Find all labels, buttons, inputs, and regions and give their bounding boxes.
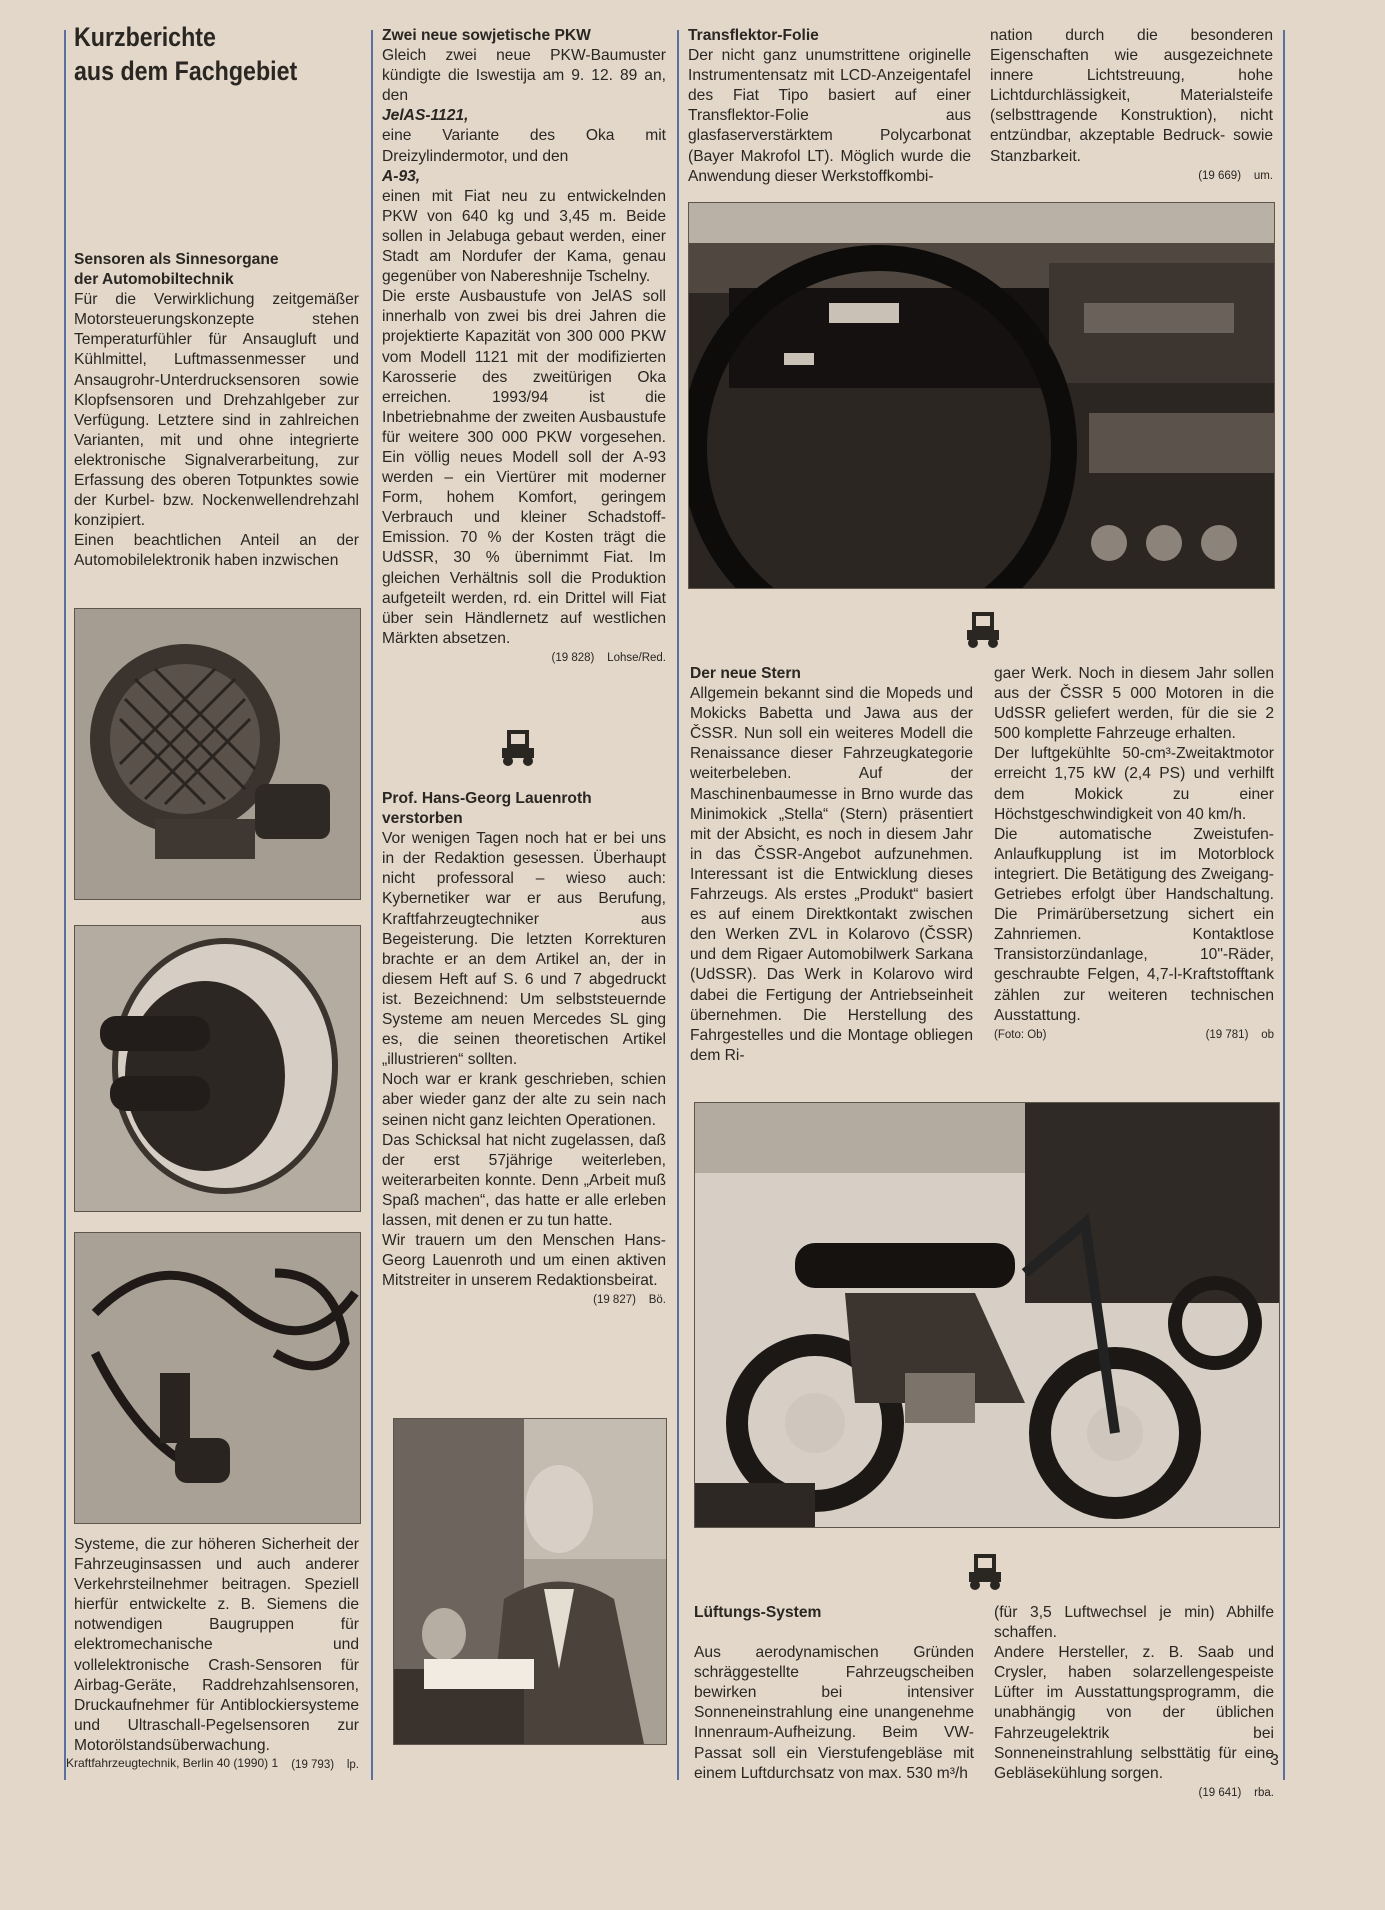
article-text: Der luftgekühlte 50-cm³-Zweitaktmotor erreicht 1,75 kW (2,4 PS) und verhilft dem Mokick zu einer Höchstgeschwindigkeit von 40 km/h. xyxy=(994,745,1274,823)
article-stern xyxy=(690,664,973,1066)
article-text: Einen beachtlichen Anteil an der Automobilelektronik haben inzwischen xyxy=(74,532,359,570)
article-pkw xyxy=(382,26,666,666)
article-text: nation durch die besonderen Eigenschaften wie ausgezeichnete innere Lichtstreuung, hohe Lichtdurchlässigkeit, Materialsteife (selbsttragende Konstruktion), nicht entzündbar, akzeptable Bedruck- sowie Stanzbarkeit. xyxy=(990,27,1273,165)
article-text: Für die Verwirklichung zeitgemäßer Motorsteuerungskonzepte stehen Temperaturfühler für Ansaugluft und Kühlmittel, Luftmassenmesser und Ansaugrohr-Unterdrucksensoren sowie Klopfsensoren und Drehzahlgeber zur Verfügung. Letztere sind in zahlreichen Varianten, mit und ohne integrierte elektronische Signalverarbeitung, zur Erfassung des oberen Totpunktes sowie der Kurbel- bzw. Nockenwellendrehzahl konzipiert. xyxy=(74,291,359,530)
dashboard-illustration xyxy=(689,203,1274,588)
article-text: Das Schicksal hat nicht zugelassen, daß der erst 57jährige weiterleben, weiterarbeiten konnte. Denn „Arbeit muß Spaß machen“, das hatte er alle erleben lassen, mit denen er zu tun hatte. xyxy=(382,1131,666,1229)
article-text: Andere Hersteller, z. B. Saab und Crysler, haben solarzellengespeiste Lüfter im Ausstattungsprogramm, die unabhängig von der üblichen Fahrzeugelektrik bei Sonneneinstrahlung selbsttätig für eine Gebläsekühlung sorgen. xyxy=(994,1644,1274,1782)
article-text: (für 3,5 Luftwechsel je min) Abhilfe schaffen. xyxy=(994,1604,1274,1642)
article-lueftung xyxy=(694,1603,974,1784)
article-stern-continued xyxy=(994,664,1274,1043)
moped-illustration xyxy=(695,1103,1279,1527)
column-rule xyxy=(677,30,679,1780)
wheel-sensor-illustration xyxy=(75,1233,360,1523)
article-text: einen mit Fiat neu zu entwickelnden PKW von 640 kg und 3,45 m. Beide sollen in Jelabuga gebaut werden, einer Stadt am Nordufer der Kama, genau gegenüber von Nabereshnije Tschelny. xyxy=(382,187,666,286)
crash-sensor-illustration xyxy=(75,926,360,1211)
article-reference: (19 828) Lohse/Red. xyxy=(551,651,666,664)
photo-lauenroth xyxy=(393,1418,667,1745)
article-sensoren-continued xyxy=(74,1535,359,1773)
article-reference: (19 793) lp. xyxy=(291,1759,359,1772)
article-text: eine Variante des Oka mit Dreizylindermotor, und den xyxy=(382,127,666,165)
article-text: Noch war er krank geschrieben, schien aber wieder ganz der alte zu sein nach seinen nicht ganz leichten Operationen. xyxy=(382,1071,666,1129)
car-logo-icon xyxy=(497,724,539,770)
photo-dashboard xyxy=(688,202,1275,589)
journal-footer: Kraftfahrzeugtechnik, Berlin 40 (1990) 1 xyxy=(66,1756,279,1770)
model-name: JelAS-1121, xyxy=(382,107,469,125)
article-reference: (19 641) rba. xyxy=(1198,1786,1274,1799)
sensor-illustration xyxy=(75,609,360,899)
article-text: Aus aerodynamischen Gründen schräggestellte Fahrzeugscheiben bewirken bei intensiver Sonneneinstrahlung eine unangenehme Innenraum-Aufheizung. Beim VW-Passat soll ein Vierstufengebläse mit einem Luftdurchsatz von max. 530 m³/h xyxy=(694,1644,974,1782)
article-reference: (Foto: Ob) (19 781) ob xyxy=(994,1028,1274,1041)
article-text: Vor wenigen Tagen noch hat er bei uns in der Redaktion gesessen. Überhaupt nicht professoral – wieso auch: Kybernetiker war er aus Berufung, Kraftfahrzeugtechniker aus Begeisterung. Die letzten Korrekturen brachte er an dem Artikel an, der in diesem Heft auf S. 6 und 7 abgedruckt ist. Bezeichnend: Um selbststeuernde Systeme am neuen Mercedes SL ging es, die seinen theoretischen Artikel „illustrieren“ sollten. xyxy=(382,830,666,1069)
article-text: gaer Werk. Noch in diesem Jahr sollen aus der ČSSR 5 000 Motoren in die UdSSR geliefert werden, für die sie 2 500 komplette Fahrzeuge erhalten. xyxy=(994,665,1274,743)
article-sensoren xyxy=(74,250,359,572)
article-text: Die erste Ausbaustufe von JelAS soll innerhalb von zwei bis drei Jahren die projektierte Kapazität von 300 000 PKW vom Modell 1121 mit der modifizierten Karosserie des zweitürigen Oka erreichen. 1993/94 ist die Inbetriebnahme der zweiten Ausbaustufe für weitere 300 000 PKW vorgesehen. Ein völlig neues Modell soll der A-93 werden – ein Viertürer mit moderner Form, hohem Komfort, geringem Verbrauch und kleiner Schadstoff-Emission. 70 % der Kosten trägt die UdSSR, 30 % übernimmt Fiat. Im gleichen Verhältnis soll die Produktion aufgeteilt werden, rd. ein Drittel will Fiat über sein Händlernetz auf westlichen Märkten absetzen. xyxy=(382,288,666,647)
photo-wheel-speed-sensor xyxy=(74,1232,361,1524)
column-rule xyxy=(64,30,66,1780)
article-text: Die automatische Zweistufen-Anlaufkupplung ist im Motorblock integriert. Die Betätigung des Zweigang-Getriebes erfolgt über Handschaltung. Die Primärübersetzung sichert ein Zahnriemen. Kontaktlose Transistorzündanlage, 10"-Räder, geschraubte Felgen, 4,7-l-Kraftstofftank zählen zur weiteren technischen Ausstattung. xyxy=(994,825,1274,1024)
model-name: A-93, xyxy=(382,167,421,185)
photo-moped-stella xyxy=(694,1102,1280,1528)
article-heading: Lüftungs-System xyxy=(694,1604,822,1621)
page-title: Kurzberichte aus dem Fachgebiet xyxy=(74,22,298,86)
article-folie xyxy=(688,26,971,187)
article-text: Wir trauern um den Menschen Hans-Georg Lauenroth und um einen aktiven Mitstreiter in unserem Redaktionsbeirat. xyxy=(382,1232,666,1290)
photo-air-mass-sensor xyxy=(74,608,361,900)
column-rule xyxy=(371,30,373,1780)
portrait-illustration xyxy=(394,1419,666,1744)
page-number: 3 xyxy=(1270,1752,1279,1769)
article-folie-continued xyxy=(990,26,1273,184)
photo-crash-sensor xyxy=(74,925,361,1212)
article-heading: Prof. Hans-Georg Lauenroth verstorben xyxy=(382,790,592,828)
article-heading: Zwei neue sowjetische PKW xyxy=(382,27,591,44)
car-logo-icon xyxy=(962,606,1004,652)
article-lauenroth xyxy=(382,789,666,1308)
article-text: Der nicht ganz unumstrittene originelle Instrumentensatz mit LCD-Anzeigentafel des Fiat Tipo basiert auf einer Transflektor-Folie aus glasfaserverstärktem Polycarbonat (Bayer Makrofol LT). Möglich wurde die Anwendung dieser Werkstoffkombi- xyxy=(688,47,971,185)
article-text: Allgemein bekannt sind die Mopeds und Mokicks Babetta und Jawa aus der ČSSR. Nun soll ein weiteres Modell die Renaissance dieser Fahrzeugkategorie weiterbeleben. Auf der Maschinenbaumesse in Brno wurde das Minimokick „Stella“ (Stern) präsentiert mit der Absicht, es noch in diesem Jahr in das ČSSR-Angebot aufzunehmen. Interessant ist die Entwicklung dieses Fahrzeugs. Als erstes „Produkt“ basiert es auf einem Direktkontakt zwischen den Werken ZVL in Kolarovo (ČSSR) und dem Rigaer Automobilwerk Sarkana (UdSSR). Das Werk in Kolarovo wird dabei die Fertigung der Antriebseinheit übernehmen. Die Herstellung des Fahrgestelles und die Montage obliegen dem Ri- xyxy=(690,685,973,1064)
car-logo-icon xyxy=(964,1548,1006,1594)
article-heading: Der neue Stern xyxy=(690,665,801,682)
photo-credit: (Foto: Ob) xyxy=(994,1028,1047,1041)
article-heading: Sensoren als Sinnesorgane der Automobiltechnik xyxy=(74,251,279,289)
column-rule xyxy=(1283,30,1285,1780)
article-text: Gleich zwei neue PKW-Baumuster kündigte die Iswestija am 9. 12. 89 an, den xyxy=(382,47,666,105)
article-reference: (19 827) Bö. xyxy=(593,1294,666,1307)
article-text: Systeme, die zur höheren Sicherheit der Fahrzeuginsassen und auch anderer Verkehrsteilnehmer beitragen. Speziell hierfür entwickelte z. B. Siemens die notwendigen Baugruppen für elektromechanische und vollelektronische Crash-Sensoren für Airbag-Geräte, Raddrehzahlsensoren, Druckaufnehmer für Antiblockiersysteme und Ultraschall-Pegelsensoren zur Motorölstandsüberwachung. xyxy=(74,1536,359,1754)
article-lueftung-continued xyxy=(994,1603,1274,1801)
article-reference: (19 669) um. xyxy=(1198,169,1273,182)
article-heading: Transflektor-Folie xyxy=(688,27,819,44)
